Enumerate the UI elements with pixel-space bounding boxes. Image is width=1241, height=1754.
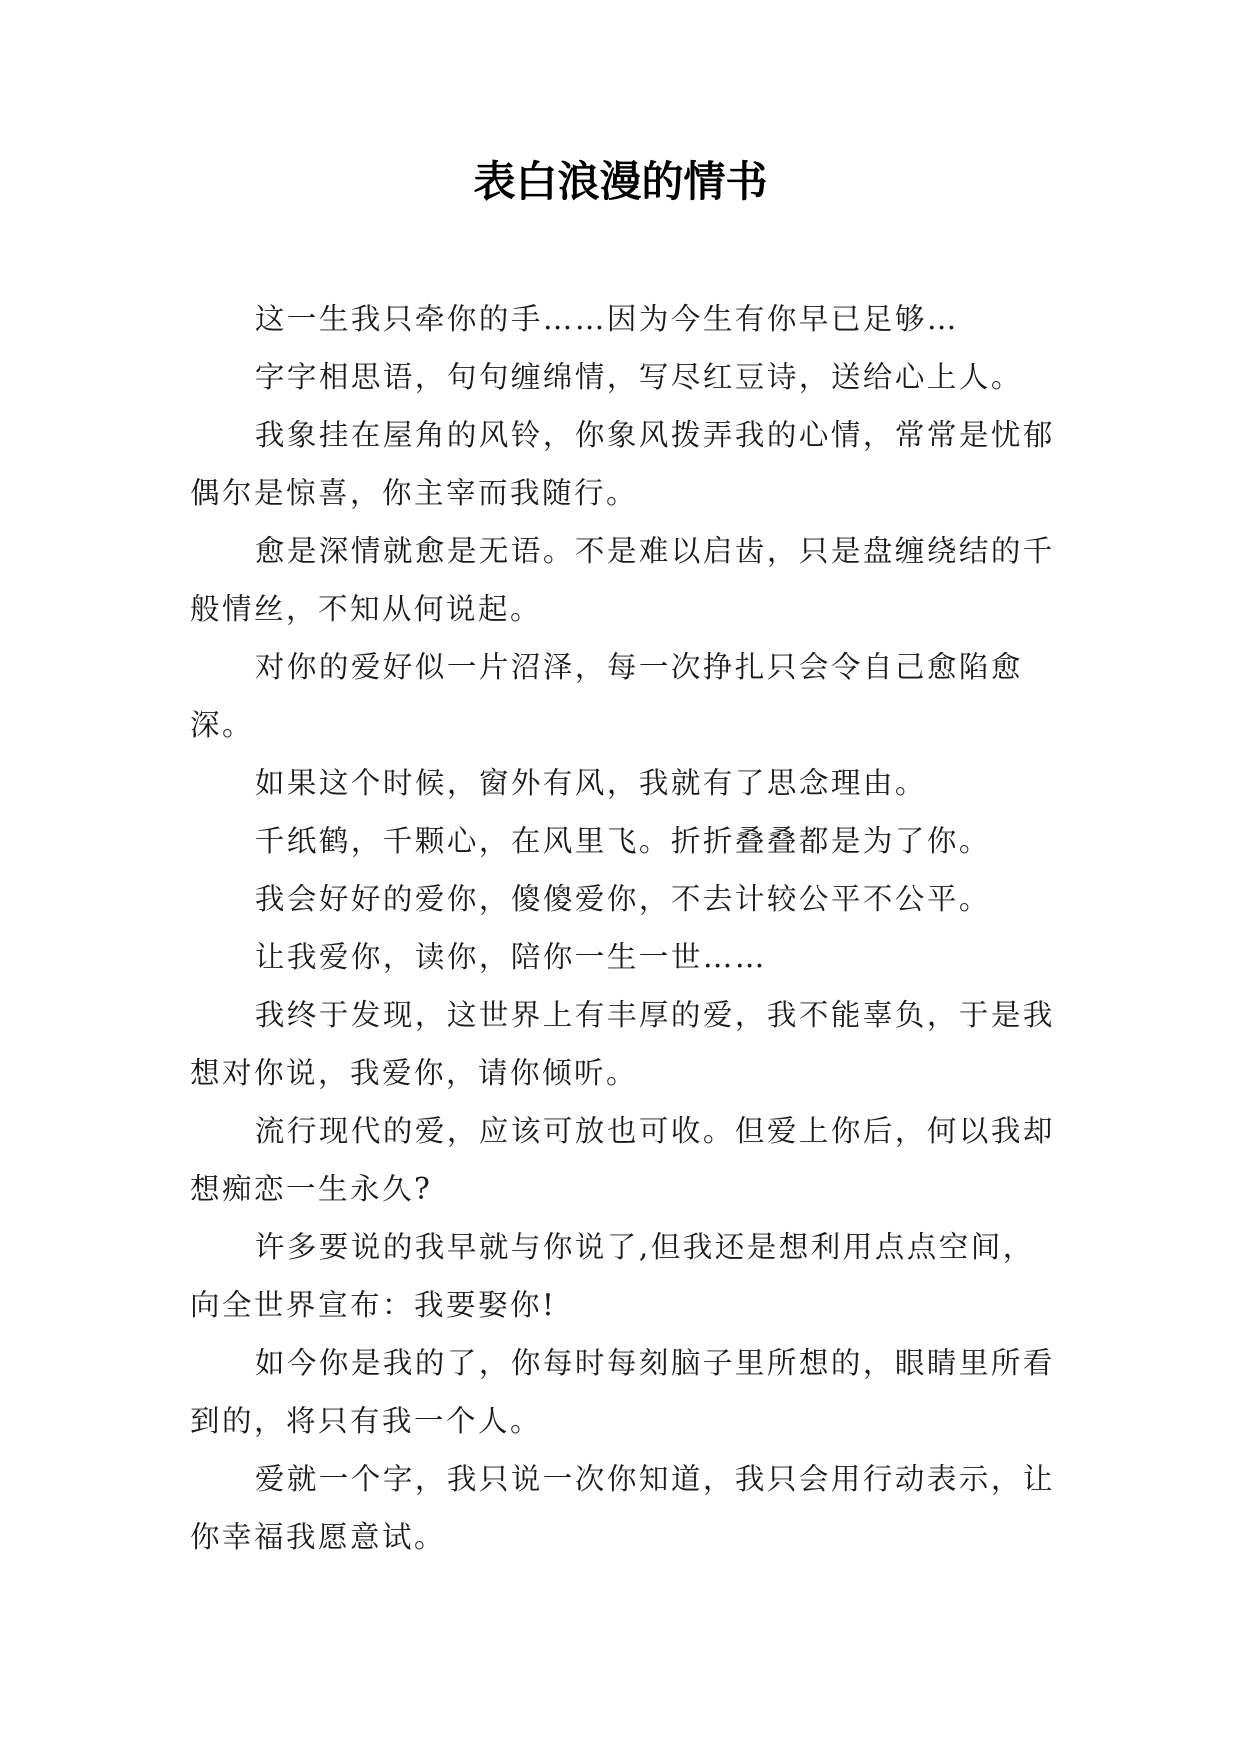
paragraph: 如果这个时候，窗外有风，我就有了思念理由。: [254, 766, 927, 800]
paragraph: 这一生我只牵你的手……因为今生有你早已足够…: [254, 302, 959, 336]
paragraph: 让我爱你，读你，陪你一生一世……: [254, 940, 767, 974]
paragraph: 如今你是我的了，你每时每刻脑子里所想的，眼睛里所看到的，将只有我一个人。: [190, 1346, 1055, 1438]
paragraph: 我象挂在屋角的风铃，你象风拨弄我的心情，常常是忧郁偶尔是惊喜，你主宰而我随行。: [190, 418, 1055, 510]
document-body: [190, 290, 1058, 1566]
paragraph: 流行现代的爱，应该可放也可收。但爱上你后，何以我却想痴恋一生永久?: [190, 1114, 1055, 1206]
paragraph: 千纸鹤，千颗心，在风里飞。折折叠叠都是为了你。: [254, 824, 991, 858]
paragraph: 我终于发现，这世界上有丰厚的爱，我不能辜负，于是我想对你说，我爱你，请你倾听。: [190, 998, 1055, 1090]
paragraph: 字字相思语，句句缠绵情，写尽红豆诗，送给心上人。: [254, 360, 1023, 394]
paragraph: 愈是深情就愈是无语。不是难以启齿，只是盘缠绕结的千般情丝，不知从何说起。: [190, 534, 1055, 626]
paragraph: 许多要说的我早就与你说了,但我还是想利用点点空间，向全世界宣布：我要娶你!: [190, 1230, 1035, 1322]
paragraph: 我会好好的爱你，傻傻爱你，不去计较公平不公平。: [254, 882, 991, 916]
paragraph: 爱就一个字，我只说一次你知道，我只会用行动表示，让你幸福我愿意试。: [190, 1462, 1055, 1554]
paragraph: 对你的爱好似一片沼泽，每一次挣扎只会令自己愈陷愈深。: [190, 650, 1023, 742]
document-title: 表白浪漫的情书: [473, 157, 768, 206]
